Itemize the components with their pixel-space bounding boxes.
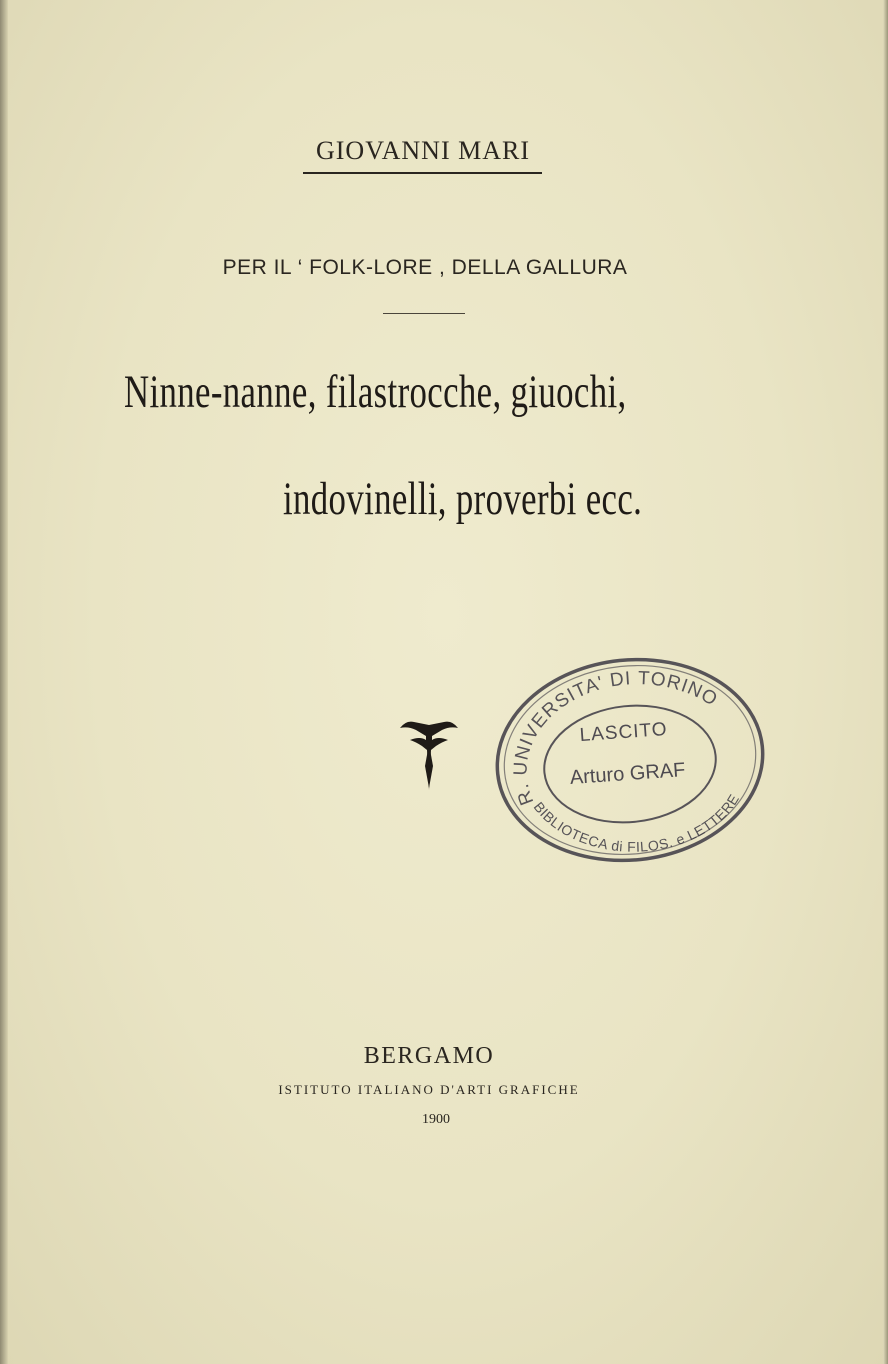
- author-name: GIOVANNI MARI: [315, 136, 531, 165]
- divider-rule: [383, 313, 465, 314]
- library-stamp: [492, 652, 768, 870]
- publication-place: BERGAMO: [363, 1043, 495, 1069]
- title-line-2: indovinelli, proverbi ecc.: [283, 473, 643, 525]
- publisher-name: ISTITUTO ITALIANO D'ARTI GRAFICHE: [278, 1082, 580, 1097]
- page-edge-left: [0, 0, 8, 1364]
- stamp-outer-top-text: R. UNIVERSITA' DI TORINO: [510, 668, 722, 808]
- stamp-center-line-1: LASCITO: [579, 718, 669, 747]
- subtitle: PER IL ‘ FOLK-LORE , DELLA GALLURA: [222, 256, 628, 279]
- page-edge-right: [883, 0, 888, 1364]
- stamp-center-line-2: Arturo GRAF: [569, 759, 686, 790]
- title-line-1: Ninne-nanne, filastrocche, giuochi,: [124, 366, 627, 418]
- printer-fleuron-icon: [398, 716, 460, 790]
- author-underline: [303, 172, 542, 174]
- stamp-outer-bottom-text: BIBLIOTECA di FILOS. e LETTERE: [530, 791, 743, 855]
- svg-text:BIBLIOTECA di FILOS. e LETTERE: [531, 791, 743, 855]
- publication-year: 1900: [422, 1112, 450, 1127]
